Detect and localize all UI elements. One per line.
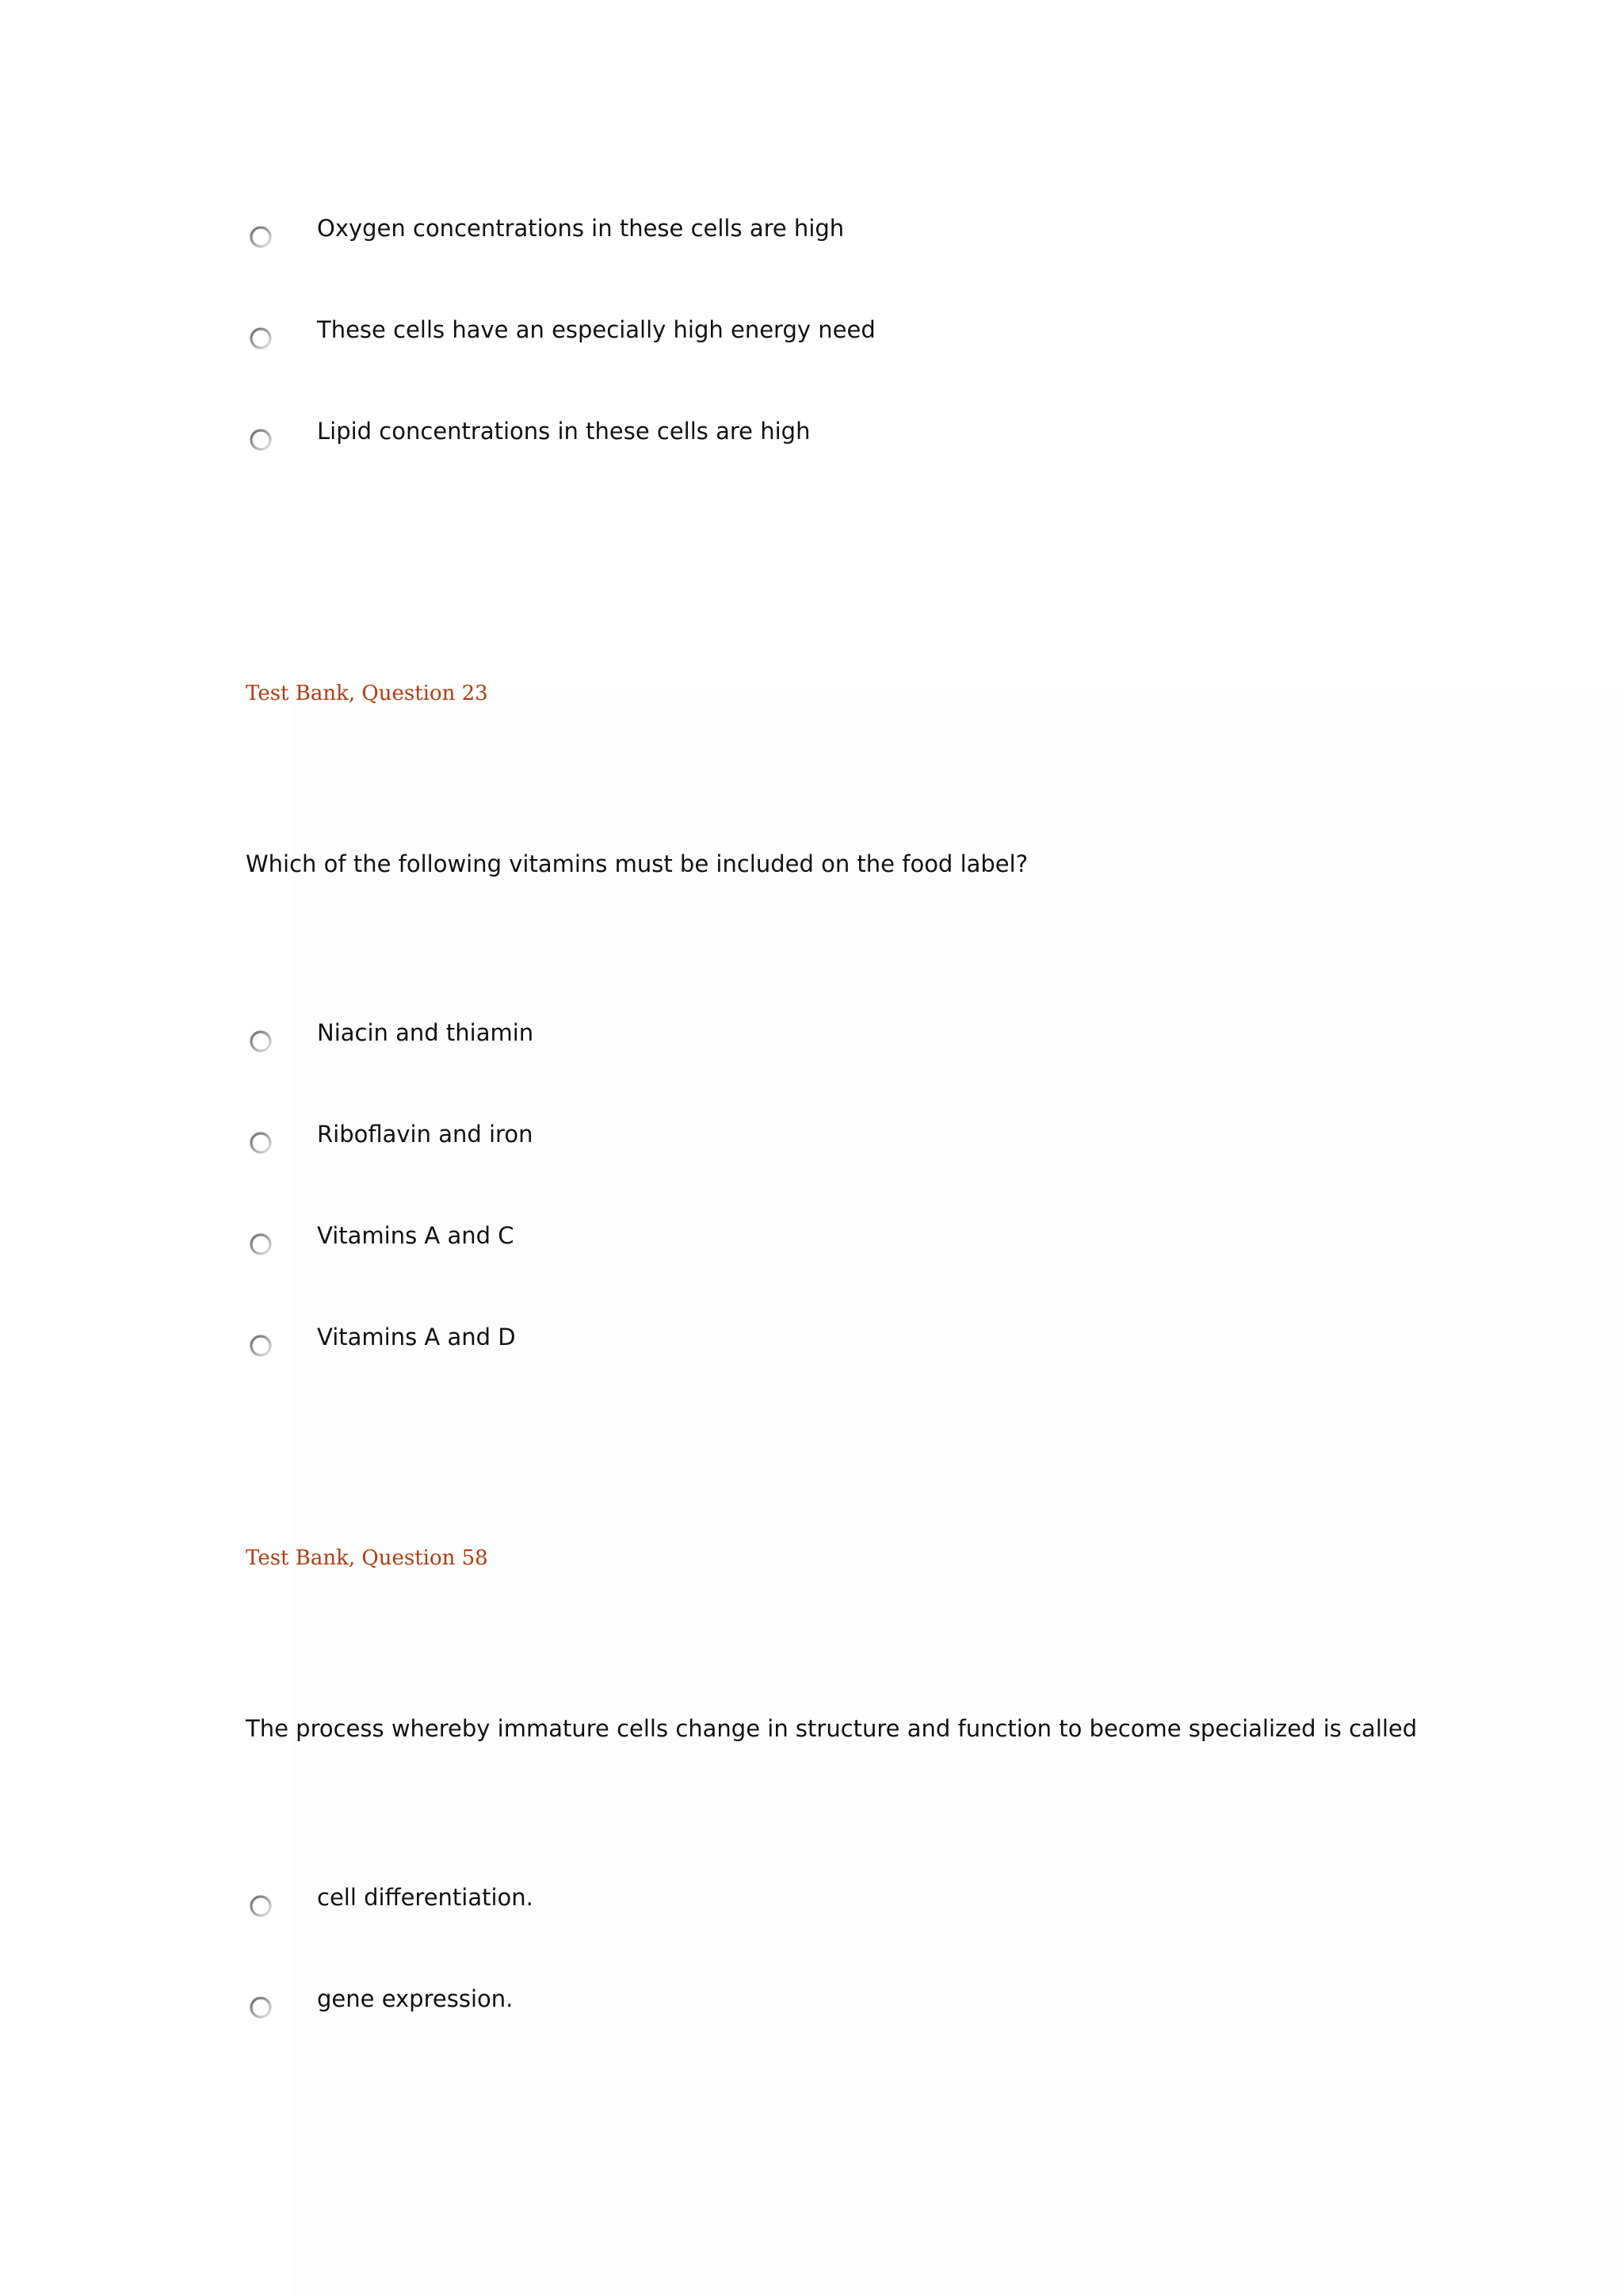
radio-button-icon[interactable] [249,1131,273,1155]
page-background-panel [293,690,1623,2296]
option-label: Lipid concentrations in these cells are high [317,418,811,445]
radio-button-icon[interactable] [249,327,273,350]
question-title: Test Bank, Question 58 [246,1546,488,1570]
option-label: cell differentiation. [317,1884,533,1911]
radio-button-icon[interactable] [249,1232,273,1256]
option-label: Niacin and thiamin [317,1019,534,1046]
option-label: Oxygen concentrations in these cells are high [317,215,845,242]
option-label: Riboflavin and iron [317,1121,533,1148]
radio-button-icon[interactable] [249,428,273,452]
question-text: Which of the following vitamins must be included on the food label? [246,850,1029,877]
option-label: These cells have an especially high energy need [317,316,876,343]
option-label: gene expression. [317,1985,514,2012]
question-title: Test Bank, Question 23 [246,682,488,705]
option-label: Vitamins A and D [317,1324,516,1350]
radio-button-icon[interactable] [249,225,273,249]
question-text: The process whereby immature cells change in structure and function to become specialized is called [246,1715,1418,1742]
radio-button-icon[interactable] [249,1030,273,1053]
radio-button-icon[interactable] [249,1334,273,1358]
radio-button-icon[interactable] [249,1996,273,2019]
option-label: Vitamins A and C [317,1222,514,1249]
radio-button-icon[interactable] [249,1894,273,1918]
